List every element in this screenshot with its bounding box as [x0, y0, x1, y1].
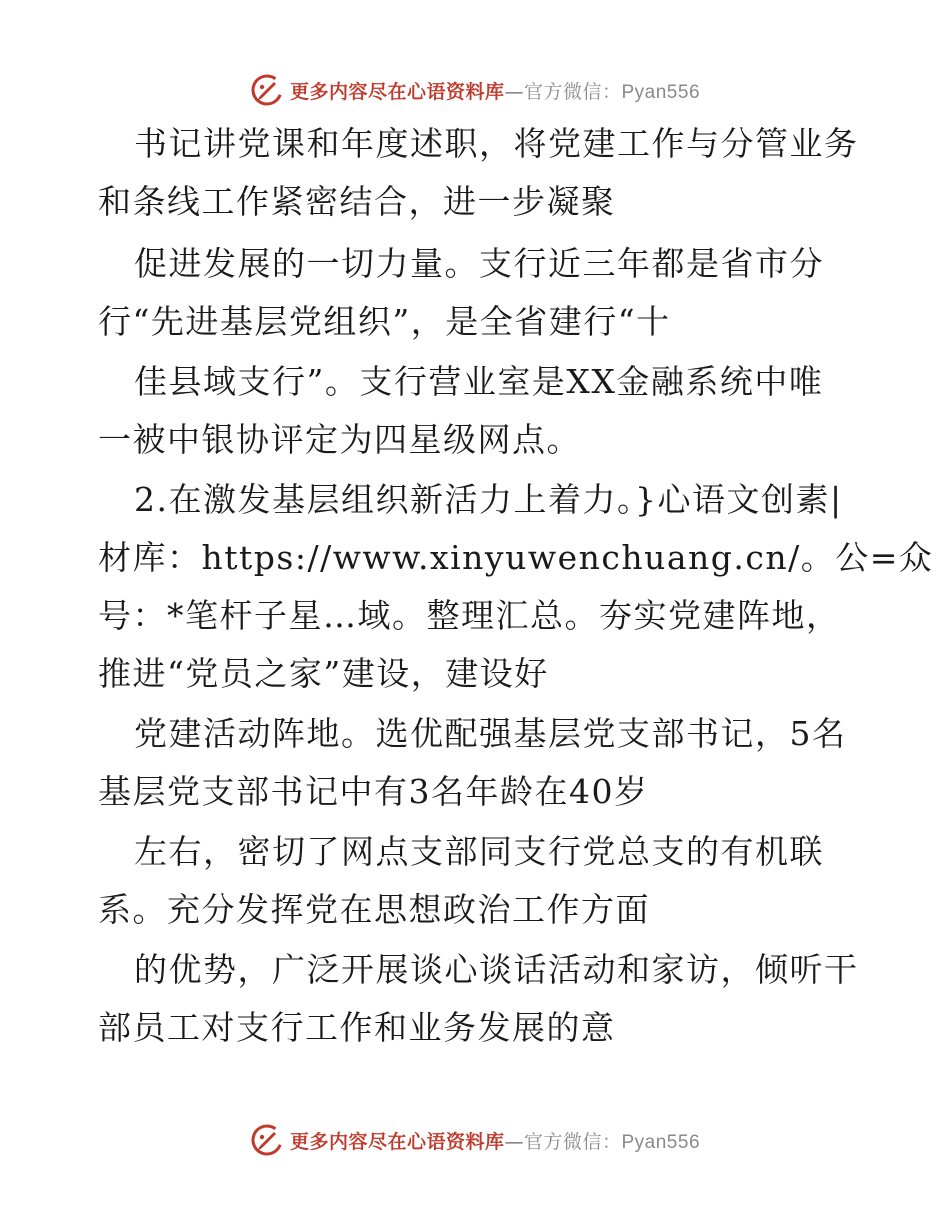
text-line: 系。充分发挥党在思想政治工作方面 — [98, 890, 650, 929]
footer-banner-wechat-label: 官方微信： — [523, 1130, 622, 1153]
text-line: 行“先进基层党组织”，是全省建行“十 — [98, 302, 671, 341]
header-banner-text — [290, 77, 700, 104]
text-line: 部员工对支行工作和业务发展的意 — [98, 1008, 616, 1047]
text-line: 推进“党员之家”建设，建设好 — [98, 654, 549, 693]
header-banner-account: Pyan556 — [621, 81, 701, 103]
header-banner-content — [250, 73, 700, 107]
brush-logo-icon — [250, 73, 284, 107]
text-line: 佳县域支行”。支行营业室是XX金融系统中唯 — [134, 362, 824, 401]
footer-banner — [0, 1120, 950, 1160]
brush-logo-icon — [250, 1123, 284, 1157]
text-line: 材库：https://www.xinyuwenchuang.cn/。公=众 — [98, 538, 934, 577]
text-line: 基层党支部书记中有3名年龄在40岁 — [98, 772, 649, 811]
text-line: 和条线工作紧密结合，进一步凝聚 — [98, 182, 616, 221]
footer-banner-text — [290, 1127, 700, 1154]
header-banner — [0, 70, 950, 110]
text-line: 书记讲党课和年度述职，将党建工作与分管业务 — [134, 124, 859, 163]
footer-banner-content — [250, 1123, 700, 1157]
text-line: 一被中银协评定为四星级网点。 — [98, 420, 581, 459]
text-line: 号：*笔杆子星…域。整理汇总。夯实党建阵地， — [98, 596, 841, 635]
text-line: 左右，密切了网点支部同支行党总支的有机联 — [134, 832, 824, 871]
text-line: 的优势，广泛开展谈心谈话活动和家访，倾听干 — [134, 950, 859, 989]
header-banner-wechat-label: 官方微信： — [523, 80, 622, 103]
footer-banner-dash: — — [504, 1130, 524, 1153]
footer-banner-account: Pyan556 — [621, 1131, 701, 1153]
footer-banner-main: 更多内容尽在心语资料库 — [289, 1130, 505, 1153]
header-banner-dash: — — [504, 80, 524, 103]
text-line: 党建活动阵地。选优配强基层党支部书记，5名 — [134, 714, 847, 753]
header-banner-main: 更多内容尽在心语资料库 — [289, 80, 505, 103]
text-line: 促进发展的一切力量。支行近三年都是省市分 — [134, 244, 824, 283]
text-line: 2.在激发基层组织新活力上着力。}心语文创素| — [134, 480, 843, 519]
